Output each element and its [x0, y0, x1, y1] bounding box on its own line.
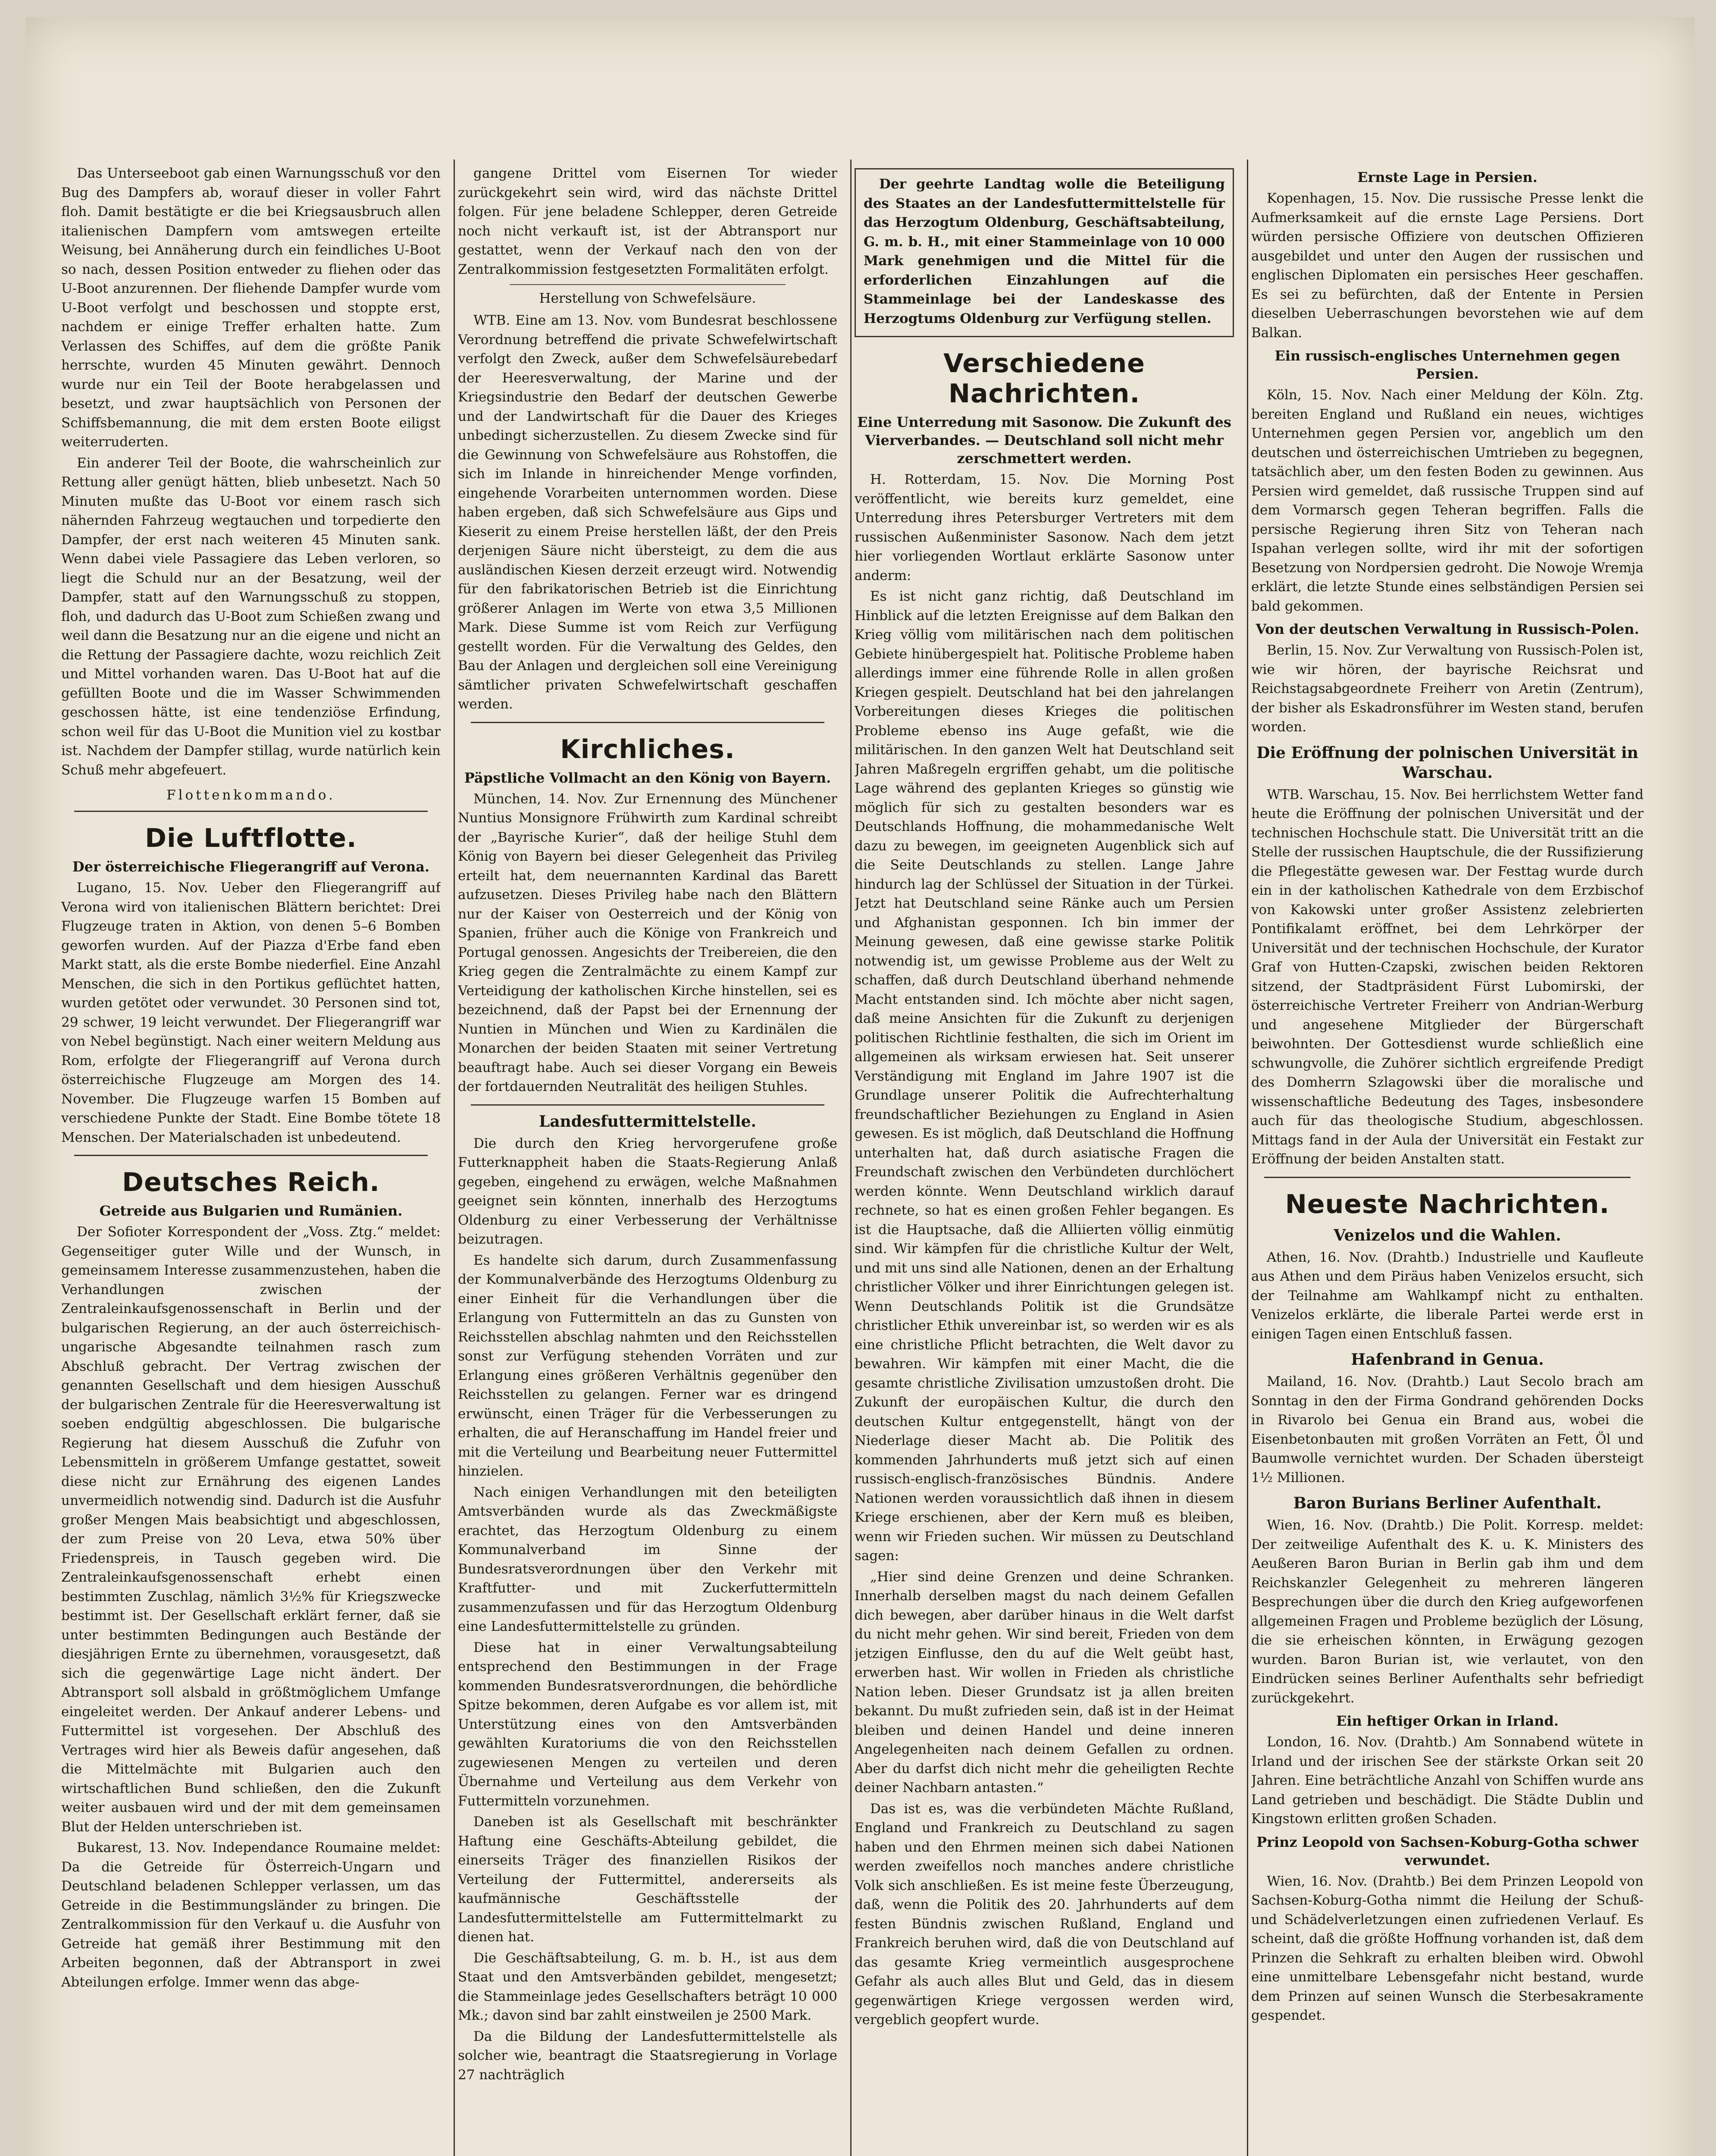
section-heading-reich: Deutsches Reich.: [122, 1167, 380, 1197]
article-paragraph: Lugano, 15. Nov. Ueber den Fliegerangriff auf Verona wird von italienischen Blättern berichtet: Drei Flugzeuge traten in Aktion, von denen 5–6 Bomben geworfen wurden. Auf der Piazza d'Erbe fand eben Markt statt, als die erste Bombe niederfiel. Eine Anzahl Menschen, die sich in den Portikus geflüchtet hatten, wurden getötet oder verwundet. 30 Personen sind tot, 29 schwer, 19 leicht verwundet. Der Fliegerangriff war von Nebel begünstigt. Nach einer weitern Meldung aus Rom, erfolgte der Fliegerangriff auf Verona durch österreichische Flugzeuge am Morgen des 14. November. Die Flugzeuge warfen 15 Bomben auf verschiedene Punkte der Stadt. Eine Bombe tötete 18 Menschen. Der Materialschaden ist unbedeutend.: [61, 880, 441, 1145]
article-paragraph: Die durch den Krieg hervorgerufene große Futterknappheit haben die Staats-Regierung Anlaß gegeben, eingehend zu erwägen, welche Maßnahmen geeignet sein könnten, innerhalb des Herzogtums Oldenburg zu einer Verbesserung der Verhältnisse beizutragen.: [458, 1135, 837, 1247]
article-heading: Von der deutschen Verwaltung in Russisch-Polen.: [1256, 621, 1639, 637]
section-divider: [74, 811, 428, 812]
article-paragraph: Es handelte sich darum, durch Zusammenfassung der Kommunalverbände des Herzogtums Oldenburg zu einer Einheit für die Verhandlungen über die Erlangung von Futtermitteln an das zu Gunsten von Reichsstellen abschlag nahmten und den Reichsstellen sonst zur Verfügung stehenden Vorräten und zur Erlangung eines größeren Verhältnis gegenüber den Reichsstellen zu gelangen. Ferner war es dringend erwünscht, einen Träger für die Verbesserungen zu erhalten, die auf Heranschaffung im Handel freier und mit die Verteilung und Bearbeitung neuer Futtermittel hinzielen.: [458, 1252, 837, 1479]
article-heading: Ein russisch-englisches Unternehmen gegen Persien.: [1274, 348, 1620, 382]
section-heading-kirchliches: Kirchliches.: [560, 734, 735, 765]
section-heading-landesfuttermittelstelle: Landesfuttermittelstelle.: [539, 1112, 757, 1131]
column-3: [855, 164, 1234, 2156]
article-paragraph: Das Unterseeboot gab einen Warnungsschuß vor den Bug des Dampfers ab, worauf dieser in voller Fahrt floh. Damit bestätigte er die bei Kriegsausbruch allen italienischen Dampfern vom amtswegen erteilte Weisung, bei Annäherung durch ein feindliches U-Boot so nach, dessen Position entweder zu fliehen oder das U-Boot anzurennen. Der fliehende Dampfer wurde vom U-Boot verfolgt und beschossen und stoppte erst, nachdem er einige Treffer erhalten hatte. Zum Verlassen des Schiffes, auf dem die größte Panik herrschte, wurden 45 Minuten gewährt. Dennoch wurde nur ein Teil der Boote herabgelassen und besetzt, und zwar hauptsächlich von Personen der Schiffsbemannung, die mit dem ersten Boote eiligst weiterruderten.: [61, 166, 441, 450]
article-heading: Baron Burians Berliner Aufenthalt.: [1293, 1494, 1602, 1512]
section-divider: [471, 722, 824, 723]
article-heading: Herstellung von Schwefelsäure.: [539, 291, 756, 306]
section-divider: [1264, 1177, 1631, 1178]
column-rule: [850, 160, 852, 2156]
article-paragraph: WTB. Warschau, 15. Nov. Bei herrlichstem Wetter fand heute die Eröffnung der polnischen Universität und der technischen Hochschule statt. Die Universität tritt an die Stelle der russischen Hauptschule, die der Russifizierung die Pflegestätte gewesen war. Der Festtag wurde durch ein in der katholischen Kathedrale von dem Erzbischof von Kakowski unter großer Assistenz zelebrierten Pontifikalamt eröffnet, bei dem Lehrkörper der Universität und der technischen Hochschule, der Kurator Graf von Hutten-Czapski, zwischen beiden Rektoren sitzend, der Stadtpräsident Fürst Lubomirski, der österreichische Vertreter Freiherr von Andrian-Werburg und angesehene Mitglieder der Bürgerschaft beiwohnten. Der Gottesdienst wurde schließlich eine schwungvolle, die Zuhörer sichtlich ergreifende Predigt des Domherrn Szlagowski über die moralische und wissenschaftliche Bedeutung des Tages, insbesondere auch für das theologische Studium, abgeschlossen. Mittags fand in der Aula der Universität ein Festakt zur Eröffnung der beiden Anstalten statt.: [1251, 787, 1644, 1167]
section-heading-luftflotte: Die Luftflotte.: [145, 823, 357, 853]
article-divider: [510, 284, 786, 285]
article-paragraph: Wien, 16. Nov. (Drahtb.) Bei dem Prinzen Leopold von Sachsen-Koburg-Gotha nimmt die Heilung der Schuß- und Schädelverletzungen einen zufriedenen Verlauf. Es scheint, daß die größte Hoffnung vorhanden ist, daß dem Prinzen die Sehkraft zu erhalten bleiben wird. Obwohl eine unmittelbare Lebensgefahr nicht bestand, wurde dem Prinzen auf seinen Wunsch die Sterbesakramente gespendet.: [1251, 1873, 1644, 2023]
article-heading: Hafenbrand in Genua.: [1351, 1351, 1544, 1369]
article-paragraph: gangene Drittel vom Eisernen Tor wieder zurückgekehrt sein wird, wird das nächste Drittel folgen. Für jene beladene Schlepper, deren Getreide noch nicht verkauft ist, ist der Abtransport nur gestattet, wenn der Verkauf nach den von der Zentralkommission festgesetzten Formalitäten erfolgt.: [458, 166, 837, 277]
article-paragraph: Mailand, 16. Nov. (Drahtb.) Laut Secolo brach am Sonntag in den der Firma Gondrand gehörenden Docks in Rivarolo bei Genua ein Brand aus, wobei die Eisenbetonbauten mit großen Vorräten an Fett, Öl und Baumwolle vernichtet wurden. Der Schaden übersteigt 1½ Millionen.: [1251, 1374, 1644, 1485]
article-paragraph: Ein anderer Teil der Boote, die wahrscheinlich zur Rettung aller genügt hätten, blieb unbesetzt. Nach 50 Minuten mußte das U-Boot vor einem rasch sich nähernden Fahrzeug wegtauchen und torpedierte den Dampfer, der erst nach weiteren 45 Minuten sank. Wenn dabei viele Passagiere das Leben verloren, so liegt die Schuld nur an der Besatzung, weil der Dampfer, statt auf den Warnungsschuß zu stoppen, floh, und dadurch das U-Boot zum Schießen zwang und weil dann die Besatzung nur an die eigene und nicht an die Rettung der Passagiere dachte, wozu reichlich Zeit und Mittel vorhanden waren. Das U-Boot hat auf die gefüllten Boote und die im Wasser Schwimmenden geschossen hätte, ist eine tendenziöse Erfindung, schon weil für das U-Boot die Munition viel zu kostbar ist. Nachdem der Dampfer stillag, wurde natürlich kein Schuß mehr abgefeuert.: [61, 455, 441, 778]
section-heading-neueste: Neueste Nachrichten.: [1285, 1189, 1610, 1219]
signature: Flottenkommando.: [166, 787, 335, 803]
motion-text: Der geehrte Landtag wolle die Beteiligung des Staates an der Landesfuttermittelstelle für das Herzogtum Oldenburg, Geschäftsabteilung, G. m. b. H., mit einer Stammeinlage von 10 000 Mark genehmigen und die Mittel für die erforderlichen Einzahlungen auf die Stammeinlage bei der Landeskasse des Herzogtums Oldenburg zur Verfügung stellen.: [864, 176, 1225, 326]
article-paragraph: München, 14. Nov. Zur Ernennung des Münchener Nuntius Monsignore Frühwirth zum Kardinal schreibt der „Bayrische Kurier“, daß der heilige Stuhl dem König von Bayern bei dieser Gelegenheit das Privileg erteilt hat, dem neuernannten Kardinal das Barett aufzusetzen. Dieses Privileg habe nach den Blättern nur der Kaiser von Oesterreich und der König von Spanien, früher auch die Könige von Frankreich und Portugal genossen. Angesichts der Treibereien, die den Krieg gegen die Zentralmächte zu einem Kampf zur Verteidigung der katholischen Kirche hinstellen, sei es bezeichnend, daß der Papst bei der Ernennung der Nuntien in München und Wien zu Kardinälen die Monarchen der beiden Staaten mit seiner Vertretung beauftragt habe. Auch sei dieser Vorgang ein Beweis der fortdauernden Neutralität des heiligen Stuhles.: [458, 791, 837, 1094]
article-heading: Der österreichische Fliegerangriff auf Verona.: [72, 859, 430, 875]
section-heading-verschiedene: Verschiedene Nachrichten.: [943, 348, 1145, 409]
article-paragraph: Kopenhagen, 15. Nov. Die russische Presse lenkt die Aufmerksamkeit auf die ernste Lage Persiens. Dort würden persische Offiziere von deutschen Offizieren ausgebildet und unter den Augen der russischen und englischen Diplomaten ein persisches Heer geschaffen. Es sei zu befürchten, daß der Entente in Persien dieselben Ueberraschungen bevorstehen wie auf dem Balkan.: [1251, 191, 1644, 341]
column-1: [61, 164, 441, 2156]
article-paragraph: Nach einigen Verhandlungen mit den beteiligten Amtsverbänden wurde als das Zweckmäßigste erachtet, das Herzogtum Oldenburg zu einem Kommunalverband im Sinne der Bundesratsverordnungen über den Verkehr mit Kraftfutter- und mit Zuckerfuttermitteln zusammenzufassen und für das Herzogtum Oldenburg eine Landesfuttermittelstelle zu gründen.: [458, 1484, 837, 1634]
article-heading: Ein heftiger Orkan in Irland.: [1336, 1713, 1559, 1729]
column-2: [458, 164, 837, 2156]
article-paragraph: Athen, 16. Nov. (Drahtb.) Industrielle und Kaufleute aus Athen und dem Piräus haben Venizelos ersucht, sich der Teilnahme am Wahlkampf nicht zu enthalten. Venizelos erklärte, die liberale Partei werde erst in einigen Tagen einen Entschluß fassen.: [1251, 1249, 1644, 1342]
article-heading: Prinz Leopold von Sachsen-Koburg-Gotha schwer verwundet.: [1256, 1833, 1638, 1868]
article-paragraph: Der Sofioter Korrespondent der „Voss. Ztg.“ meldet: Gegenseitiger guter Wille und der Wunsch, in gemeinsamem Interesse zusammenzustehen, haben die Verhandlungen zwischen der Zentraleinkaufsgenossenschaft in Berlin und der bulgarischen Regierung, an der auch österreichisch-ungarische Abgesandte teilnahmen rasch zum Abschluß gebracht. Der Vertrag zwischen der genannten Gesellschaft und dem hiesigen Ausschuß der bulgarischen Zentrale für die Heeresverwaltung ist soeben endgültig abgeschlossen. Die bulgarische Regierung hat diesem Ausschuß die Zufuhr von Lebensmitteln in größerem Umfange gestattet, soweit diese nicht zur Ernährung des eigenen Landes unvermeidlich notwendig sind. Dadurch ist die Ausfuhr großer Mengen Mais beabsichtigt und abgeschlossen, der zum Preise von 20 Leva, etwa 50% über Friedenspreis, in Tausch gegeben wird. Die Zentraleinkaufsgenossenschaft erhebt einen bestimmten Zuschlag, nämlich 3½% für Kriegszwecke bestimmt ist. Der Gesellschaft erklärt ferner, daß sie unter bestimmten Bedingungen auch Bestände der diesjährigen Ernte zu übernehmen, vorausgesetzt, daß sich die gegenwärtige Lage nicht ändert. Der Abtransport soll alsbald in größtmöglichem Umfange eingeleitet werden. Der Ankauf anderer Lebens- und Futtermittel ist vorgesehen. Der Abschluß des Vertrages wird hier als Beweis dafür angesehen, daß die Mittelmächte mit Bulgarien auch den wirtschaftlichen Bund schließen, den die Zukunft weiter ausbauen wird und der mit dem gemeinsamen Blut der Helden unterschrieben ist.: [61, 1224, 441, 1835]
newspaper-page: [26, 17, 1694, 2156]
article-paragraph: Diese hat in einer Verwaltungsabteilung entsprechend den Bestimmungen in der Frage kommenden Bundesratsverordnungen, die behördliche Spitze bekommen, deren Aufgabe es vor allem ist, mit Unterstützung eines von den Amtsverbänden gewählten Kuratoriums die von den Reichsstellen zugewiesenen Mengen zu verteilen und deren Übernahme und Verteilung aus dem Verkehr von Futtermitteln vorzunehmen.: [458, 1639, 837, 1809]
article-heading: Eine Unterredung mit Sasonow. Die Zukunft des Vierverbandes. — Deutschland soll nicht mehr zerschmettert werden.: [857, 414, 1231, 467]
article-paragraph: H. Rotterdam, 15. Nov. Die Morning Post veröffentlicht, wie bereits kurz gemeldet, eine Unterredung ihres Petersburger Vertreters mit dem russischen Außenminister Sasonow. Nach dem jetzt hier vorliegenden Wortlaut erklärte Sasonow unter anderm:: [855, 472, 1234, 583]
article-paragraph: WTB. Eine am 13. Nov. vom Bundesrat beschlossene Verordnung betreffend die private Schwefelwirtschaft verfolgt den Zweck, außer dem Schwefelsäurebedarf der Heeresverwaltung, der Marine und der Kriegsindustrie den Bedarf der deutschen Gewerbe und der Landwirtschaft für die Dauer des Krieges unbedingt sicherzustellen. Zu diesem Zwecke sind für die Gewinnung von Schwefelsäure aus Rohstoffen, die sich im Inlande in hinreichender Menge vorfinden, eingehende Vorarbeiten unternommen worden. Diese haben ergeben, daß sich Schwefelsäure aus Gips und Kieserit zu einem Preise herstellen läßt, der den Preis derjenigen Säure nicht übersteigt, zu dem die aus ausländischen Kiesen derzeit erzeugt wird. Notwendig für den fabrikatorischen Betrieb ist die Einrichtung größerer Anlagen im Werte von etwa 3,5 Millionen Mark. Diese Summe ist vom Reich zur Verfügung gestellt worden. Für die Verwaltung des Geldes, den Bau der Anlagen und dergleichen soll eine Vereinigung sämtlicher privaten Schwefelwirtschaft geschaffen werden.: [458, 313, 837, 712]
article-paragraph: Es ist nicht ganz richtig, daß Deutschland im Hinblick auf die letzten Ereignisse auf dem Balkan den Krieg völlig vom militärischen nach dem politischen Gebiete hinübergespielt hat. Politische Probleme haben allerdings immer eine führende Rolle in allen großen Kriegen gespielt. Deutschland hat bei den jahrelangen Vorbereitungen dieses Krieges die politischen Probleme ebenso ins Auge gefaßt, wie die militärischen. In den ganzen Welt hat Deutschland seit Jahren Maßregeln ergriffen gehabt, um die politische Lage während des geplanten Krieges so günstig wie möglich für sich zu gestalten besonders war es Deutschlands Hoffnung, die mohammedanische Welt dazu zu bewegen, im geeigneten Augenblick sich auf die Seite Deutschlands zu stellen. Lange Jahre hindurch lag der Schlüssel der Situation in der Türkei. Jetzt hat Deutschland seine Ränke auch um Persien und Afghanistan gesponnen. Ich bin immer der Meinung gewesen, daß eine gewisse starke Politik notwendig ist, um gewisse Probleme aus der Welt zu schaffen, daß durch Deutschland überhand nehmende Macht entstanden sind. Ich möchte aber nicht sagen, daß meine Ansichten für die Zukunft zu derjenigen politischen Richtlinie festhalten, die sich im Orient im allgemeinen als wirksam erwiesen hat. Seit unserer Verständigung mit England im Jahre 1907 ist die Grundlage unserer Politik die Aufrechterhaltung freundschaftlicher Beziehungen zu England in Asien gewesen. Es ist möglich, daß Deutschland die Hoffnung unterhalten hat, daß durch asiatische Fragen die Freundschaft zwischen den Verbündeten durchlöchert werden könnte. Wenn Deutschland wirklich darauf rechnete, so hat es einen großen Fehler begangen. Es ist die Hauptsache, daß die Alliierten völlig einmütig sind. Wir kämpfen für die christliche Kultur der Welt, und mit uns sind alle Nationen, denen an der Erhaltung christlicher Völker und ihrer Einrichtungen gelegen ist. Wenn Deutschlands Politik ist die Grundsätze christlicher Ethik unvereinbar ist, so werden wir es als eine christliche Pflicht betrachten, die Welt davor zu bewahren. Wir kämpfen mit einer Macht, die die gesamte christliche Zivilisation umzustoßen droht. Die Zukunft der europäischen Kultur, die durch den deutschen Kultur entgegenstellt, hängt von der Niederlage dieser Macht ab. Die Politik des kommenden Jahrhunderts muß jetzt sich auf einen russisch-englisch-französisches Bündnis. Andere Nationen werden voraussichtlich daß ihnen in diesem Kriege erschienen, aber der Kern muß es bleiben, wenn wir Frieden suchen. Wir müssen zu Deutschland sagen:: [855, 589, 1234, 1564]
motion-box: [855, 168, 1234, 337]
article-heading: Die Eröffnung der polnischen Universität in Warschau.: [1256, 743, 1638, 782]
article-paragraph: Köln, 15. Nov. Nach einer Meldung der Köln. Ztg. bereiten England und Rußland ein neues, wichtiges Unternehmen gegen Persien vor, angeblich um den deutschen und österreichischen Umtrieben zu begegnen, tatsächlich aber, um den festen Boden zu gewinnen. Aus Persien wird gemeldet, daß russische Truppen sind auf dem Vormarsch gegen Teheran begriffen. Falls die persische Regierung ihren Sitz von Teheran nach Ispahan verlegen sollte, wird ihr mit der sofortigen Besetzung von Nordpersien gedroht. Die Nowoje Wremja erklärt, die letzte Stunde eines selbständigen Persien sei bald gekommen.: [1251, 387, 1644, 614]
article-heading: Venizelos und die Wahlen.: [1334, 1226, 1561, 1244]
article-heading: Ernste Lage in Persien.: [1357, 169, 1538, 185]
article-paragraph: London, 16. Nov. (Drahtb.) Am Sonnabend wütete in Irland und der irischen See der stärkste Orkan seit 20 Jahren. Eine beträchtliche Anzahl von Schiffen wurde ans Land getrieben und beschädigt. Die Städte Dublin und Kingstown erlitten großen Schaden.: [1251, 1734, 1644, 1827]
article-paragraph: Wien, 16. Nov. (Drahtb.) Die Polit. Korresp. meldet: Der zeitweilige Aufenthalt des K. u. K. Ministers des Aeußeren Baron Burian in Berlin gab ihm und dem Reichskanzler Gelegenheit zu mehreren längeren Besprechungen über die durch den Krieg aufgeworfenen allgemeinen Fragen und Probleme bezüglich der Lösung, die sie erheischen könnten, in Erwägung gezogen wurden. Baron Burian ist, wie verlautet, von den Eindrücken seines Berliner Aufenthalts sehr befriedigt zurückgekehrt.: [1251, 1517, 1644, 1706]
column-rule: [454, 160, 455, 2156]
article-heading: Getreide aus Bulgarien und Rumänien.: [99, 1203, 403, 1219]
article-paragraph: Berlin, 15. Nov. Zur Verwaltung von Russisch-Polen ist, wie wir hören, der bayrische Reichsrat und Reichstagsabgeordnete Freiherr von Aretin (Zentrum), der bisher als Eskadronsführer im Westen stand, berufen worden.: [1251, 642, 1644, 735]
article-paragraph: „Hier sind deine Grenzen und deine Schranken. Innerhalb derselben magst du nach deinem Gefallen dich bewegen, aber darüber hinaus in die Welt darfst du nicht mehr gehen. Wir sind bereit, Frieden von dem jetzigen Einflusse, den du auf die Welt geübt hast, erwerben hast. Wir wollen in Frieden als christliche Nation leben. Dieser Grundsatz ist ja allen breiten bekannt. Du mußt zufrieden sein, daß ist in der Heimat bleiben und deinen Handel und deine inneren Angelegenheiten nach deinem Gefallen zu ordnen. Aber du darfst dich nicht mehr die geheiligten Rechte deiner Nachbarn antasten.“: [855, 1569, 1234, 1796]
article-paragraph: Da die Bildung der Landesfuttermittelstelle als solcher wie, beantragt die Staatsregierung in Vorlage 27 nachträglich: [458, 2028, 837, 2083]
section-divider: [471, 1104, 824, 1106]
article-heading: Päpstliche Vollmacht an den König von Bayern.: [464, 769, 831, 786]
article-paragraph: Die Geschäftsabteilung, G. m. b. H., ist aus dem Staat und den Amtsverbänden gebildet, mengesetzt; die Stammeinlage jedes Gesellschafters beträgt 10 000 Mk.; davon sind bar zahlt einstweilen je 2500 Mark.: [458, 1950, 837, 2023]
article-paragraph: Bukarest, 13. Nov. Independance Roumaine meldet: Da die Getreide für Österreich-Ungarn und Deutschland beladenen Schlepper verlassen, um das Getreide in die Bestimmungsländer zu bringen. Die Zentralkommission für den Verkauf u. die Ausfuhr von Getreide hat gemäß ihrer Bestimmung mit den Arbeiten begonnen, daß der Abtransport in zwei Abteilungen erfolge. Immer wenn das abge-: [61, 1840, 441, 1990]
article-paragraph: Das ist es, was die verbündeten Mächte Rußland, England und Frankreich zu Deutschland zu sagen haben und den Ehrmen meinen sich dabei Nationen werden zweifellos noch manches andere christliche Volk sich anschließen. Es ist meine feste Überzeugung, daß, wenn die Politik des 20. Jahrhunderts auf dem festen Bündnis zwischen Rußland, England und Frankreich beruhen wird, daß die von Deutschland auf das gesamte Krieg vermeintlich ausgesprochene Gefahr als auch alles Blut und Geld, das in diesem gegenwärtigen Kriege vergossen werden wird, vergeblich geopfert wurde.: [855, 1801, 1234, 2028]
column-4: [1251, 164, 1644, 2156]
section-divider: [74, 1155, 428, 1156]
article-paragraph: Daneben ist als Gesellschaft mit beschränkter Haftung eine Geschäfts-Abteilung gebildet, die einerseits Träger des finanziellen Risikos der Verteilung der Futtermittel, andererseits als kaufmännische Geschäftsstelle der Landesfuttermittelstelle am Futtermittelmarkt zu dienen hat.: [458, 1814, 837, 1945]
column-rule: [1247, 160, 1248, 2156]
